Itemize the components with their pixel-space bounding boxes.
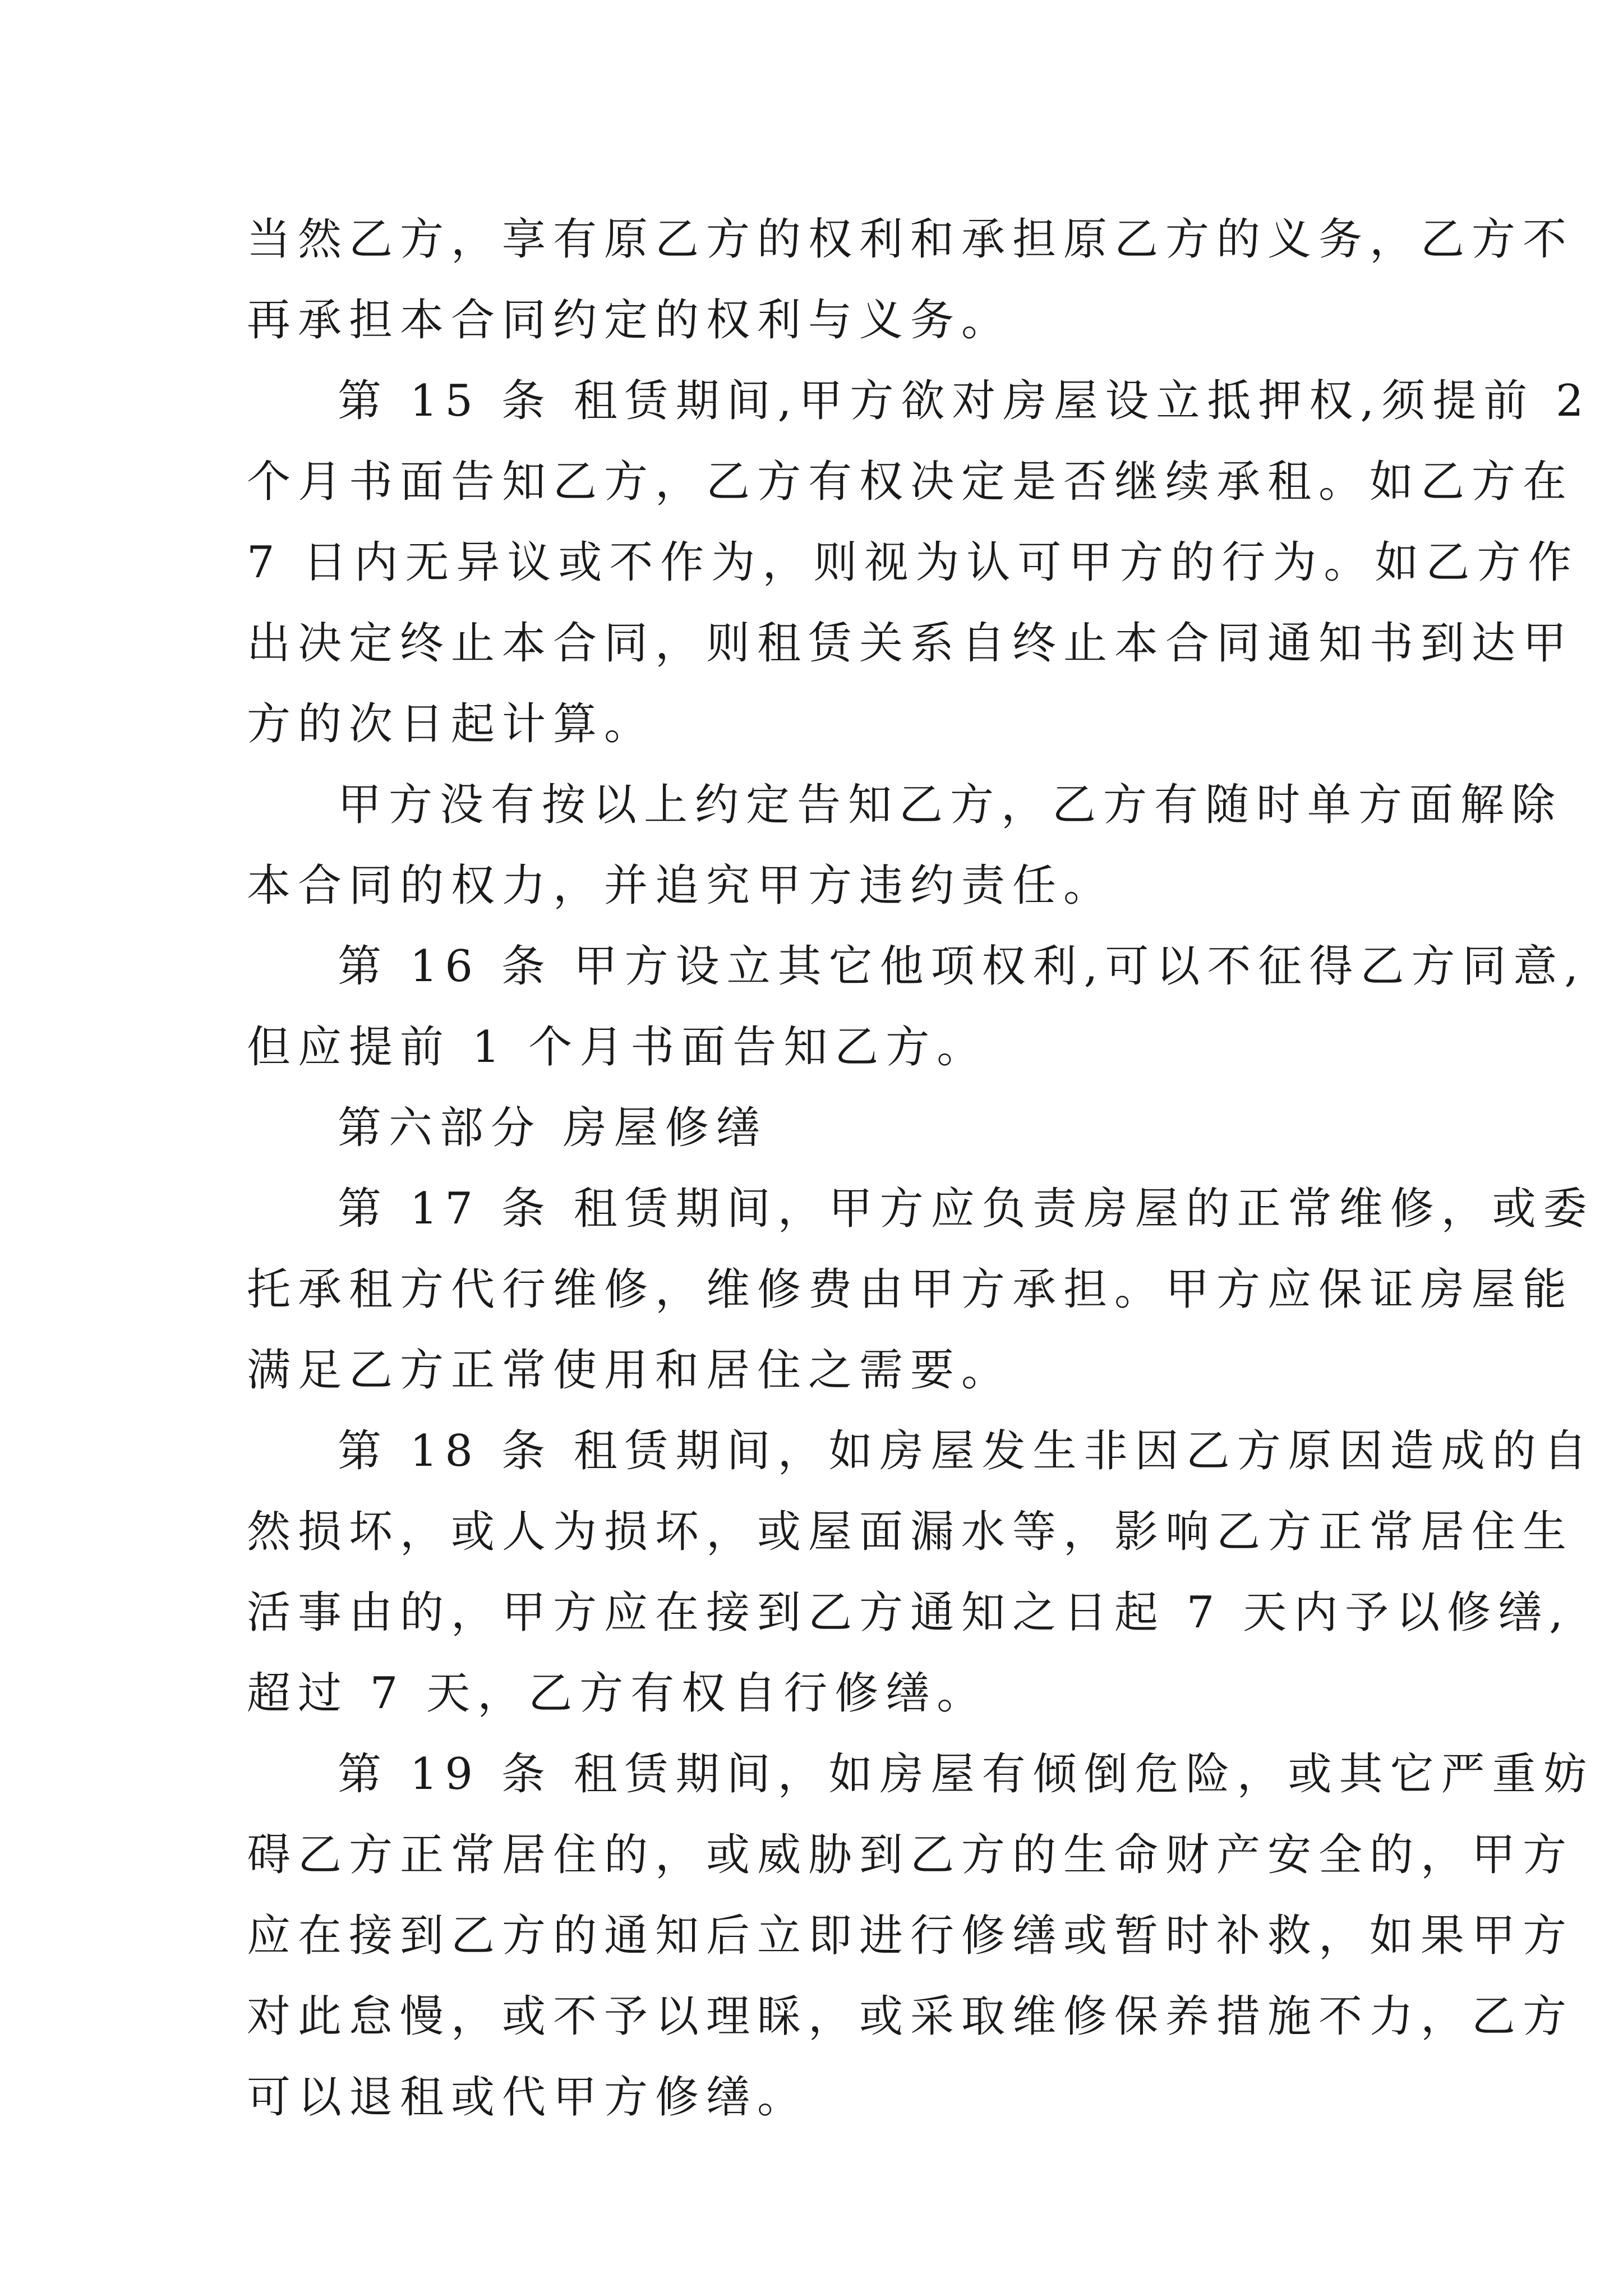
clause-19-line: 第 19 条 租赁期间，如房屋有倾倒危险，或其它严重妨 — [338, 1749, 1594, 1800]
section-heading: 第六部分 房屋修缮 — [338, 1103, 767, 1153]
text-line: 碍乙方正常居住的，或威胁到乙方的生命财产安全的，甲方 — [247, 1830, 1574, 1880]
paragraph-start-line: 甲方没有按以上约定告知乙方，乙方有随时单方面解除 — [338, 780, 1563, 830]
text-line: 7 日内无异议或不作为，则视为认可甲方的行为。如乙方作 — [247, 537, 1579, 588]
clause-18-line: 第 18 条 租赁期间，如房屋发生非因乙方原因造成的自 — [338, 1426, 1594, 1476]
text-line: 方的次日起计算。 — [247, 699, 656, 749]
text-line: 可以退租或代甲方修缮。 — [247, 2072, 809, 2123]
text-line: 再承担本合同约定的权利与义务。 — [247, 295, 1013, 346]
text-line: 满足乙方正常使用和居住之需要。 — [247, 1345, 1013, 1396]
document-page — [247, 199, 1594, 2138]
text-line: 活事由的，甲方应在接到乙方通知之日起 7 天内予以修缮, — [247, 1588, 1571, 1638]
clause-16-line: 第 16 条 甲方设立其它他项权利,可以不征得乙方同意, — [338, 941, 1586, 992]
text-line: 对此怠慢，或不予以理睬，或采取维修保养措施不力，乙方 — [247, 1991, 1574, 2042]
text-line: 托承租方代行维修，维修费由甲方承担。甲方应保证房屋能 — [247, 1264, 1574, 1315]
text-line: 应在接到乙方的通知后立即进行修缮或暂时补救，如果甲方 — [247, 1911, 1574, 1961]
text-line: 个月书面告知乙方，乙方有权决定是否继续承租。如乙方在 — [247, 457, 1574, 507]
clause-17-line: 第 17 条 租赁期间，甲方应负责房屋的正常维修，或委 — [338, 1184, 1594, 1234]
text-line: 当然乙方，享有原乙方的权利和承担原乙方的义务，乙方不 — [247, 214, 1574, 265]
clause-15-line: 第 15 条 租赁期间,甲方欲对房屋设立抵押权,须提前 2 — [338, 376, 1591, 426]
text-line: 本合同的权力，并追究甲方违约责任。 — [247, 861, 1115, 911]
text-line: 出决定终止本合同，则租赁关系自终止本合同通知书到达甲 — [247, 618, 1574, 669]
text-line: 超过 7 天，乙方有权自行修缮。 — [247, 1668, 988, 1719]
text-line: 但应提前 1 个月书面告知乙方。 — [247, 1022, 988, 1073]
text-line: 然损坏，或人为损坏，或屋面漏水等，影响乙方正常居住生 — [247, 1507, 1574, 1557]
